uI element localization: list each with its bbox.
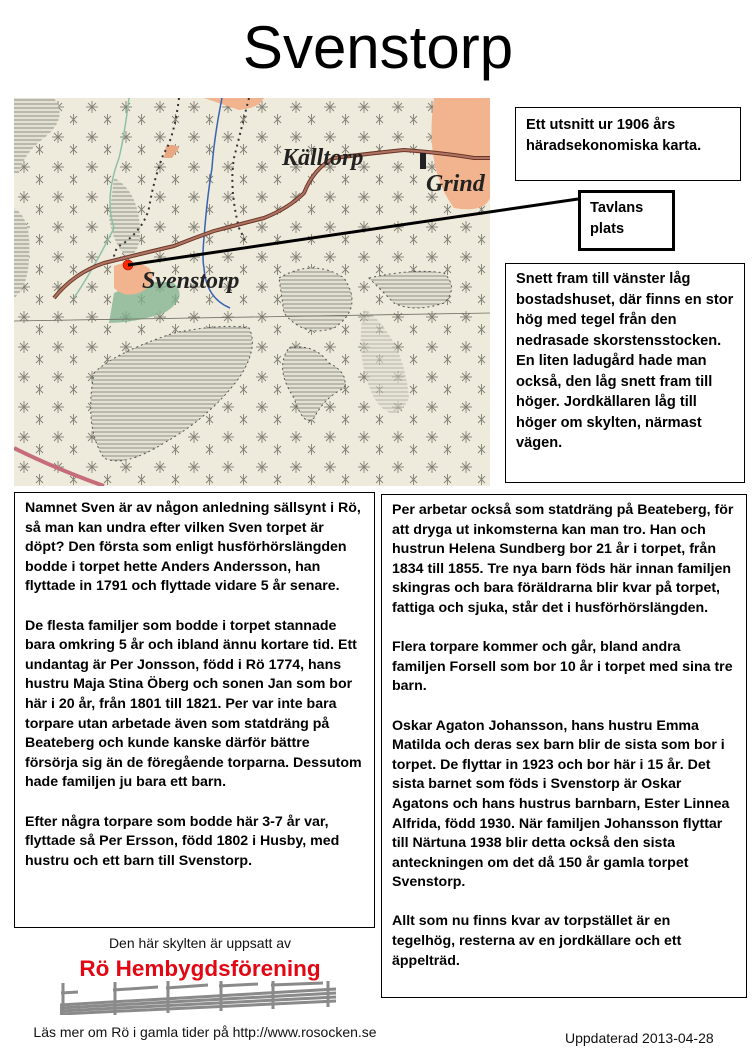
fence-logo-icon <box>58 981 338 1015</box>
organization-name: Rö Hembygdsförening <box>79 956 321 981</box>
history-paragraph: De flesta familjer som bodde i torpet stannade bara omkring 5 år och ibland ännu kortare tid. Ett undantag är Per Jonsson, född i Rö 1774, hans hustru Maja Stina Öberg och sonen Jan som bor här i 20 år, från 1801 till 1821. Per var inte bara torpare utan arbetade även som statdräng på Beateberg och kunde kanske därför bättre försörja sig än de föregående torparna. Dessutom hade familjen ju bara ett barn. <box>25 617 362 791</box>
map-illustration <box>14 98 490 486</box>
history-right-column <box>381 494 747 998</box>
map-label-grind: Grind <box>426 171 485 197</box>
map-label-kalltorp: Källtorp <box>282 145 364 171</box>
history-paragraph: Per arbetar också som statdräng på Beateberg, för att dryga ut inkomsterna kan man tro. Han och hustrun Helena Sundberg bor 21 år i torpet, från 1834 till 1855. Tre nya barn föds här innan familjen skingras och bara föräldrarna blir kvar på torpet, fattiga och sjuka, står det i husförhörslängden. <box>392 502 734 616</box>
location-marker-icon <box>123 260 133 270</box>
map-label-svenstorp: Svenstorp <box>142 268 240 294</box>
read-more-text: Läs mer om Rö i gamla tider på http://www.rosocken.se <box>33 1024 377 1040</box>
historical-map <box>14 98 490 486</box>
site-description-text: Snett fram till vänster låg bostadshuset, där finns en stor hög med tegel från den nedrasade skorstensstocken. En liten ladugård hade man också, den låg snett fram till höger. Jordkällaren låg till höger om skylten, närmast vägen. <box>516 271 734 451</box>
history-paragraph: Allt som nu finns kvar av torpstället är en tegelhög, resterna av en jordkällare och ett äppelträd. <box>392 913 682 969</box>
credit-text: Den här skylten är uppsatt av <box>108 935 292 951</box>
history-left-column <box>14 492 375 928</box>
sign-location-callout <box>578 190 675 251</box>
site-description-callout <box>505 263 745 483</box>
building-icon <box>420 153 426 169</box>
map-source-text: Ett utsnitt ur 1906 års häradsekonomiska karta. <box>526 117 702 154</box>
updated-date: Uppdaterad 2013-04-28 <box>565 1030 714 1046</box>
page-title: Svenstorp <box>242 14 514 81</box>
history-paragraph: Namnet Sven är av någon anledning sällsynt i Rö, så man kan undra efter vilken Sven torpet är döpt? Den första som enligt husförhörslängden bodde i torpet hette Anders Andersson, han flyttade in 1791 och flyttade vidare 5 år senare. <box>25 500 361 595</box>
history-paragraph: Efter några torpare som bodde här 3-7 år var, flyttade så Per Ersson, född 1802 i Husby, med hustru och ett barn till Svenstorp. <box>25 813 340 869</box>
sign-location-text: Tavlans plats <box>590 200 644 237</box>
history-paragraph: Oskar Agaton Johansson, hans hustru Emma Matilda och deras sex barn blir de sista som bor i torpet. De flyttar in 1923 och bor här i 15 år. Det sista barnet som föds i Svenstorp är Oskar Agatons och hans hustrus barnbarn, Ester Linnea Alfrida, född 1930. När familjen Johansson flyttar till Närtuna 1938 blir detta också den sista anteckningen om det då 150 år gamla torpet Svenstorp. <box>392 717 730 891</box>
map-source-callout <box>515 107 741 181</box>
history-paragraph: Flera torpare kommer och går, bland andra familjen Forsell som bor 10 år i torpet med sina tre barn. <box>392 639 733 695</box>
